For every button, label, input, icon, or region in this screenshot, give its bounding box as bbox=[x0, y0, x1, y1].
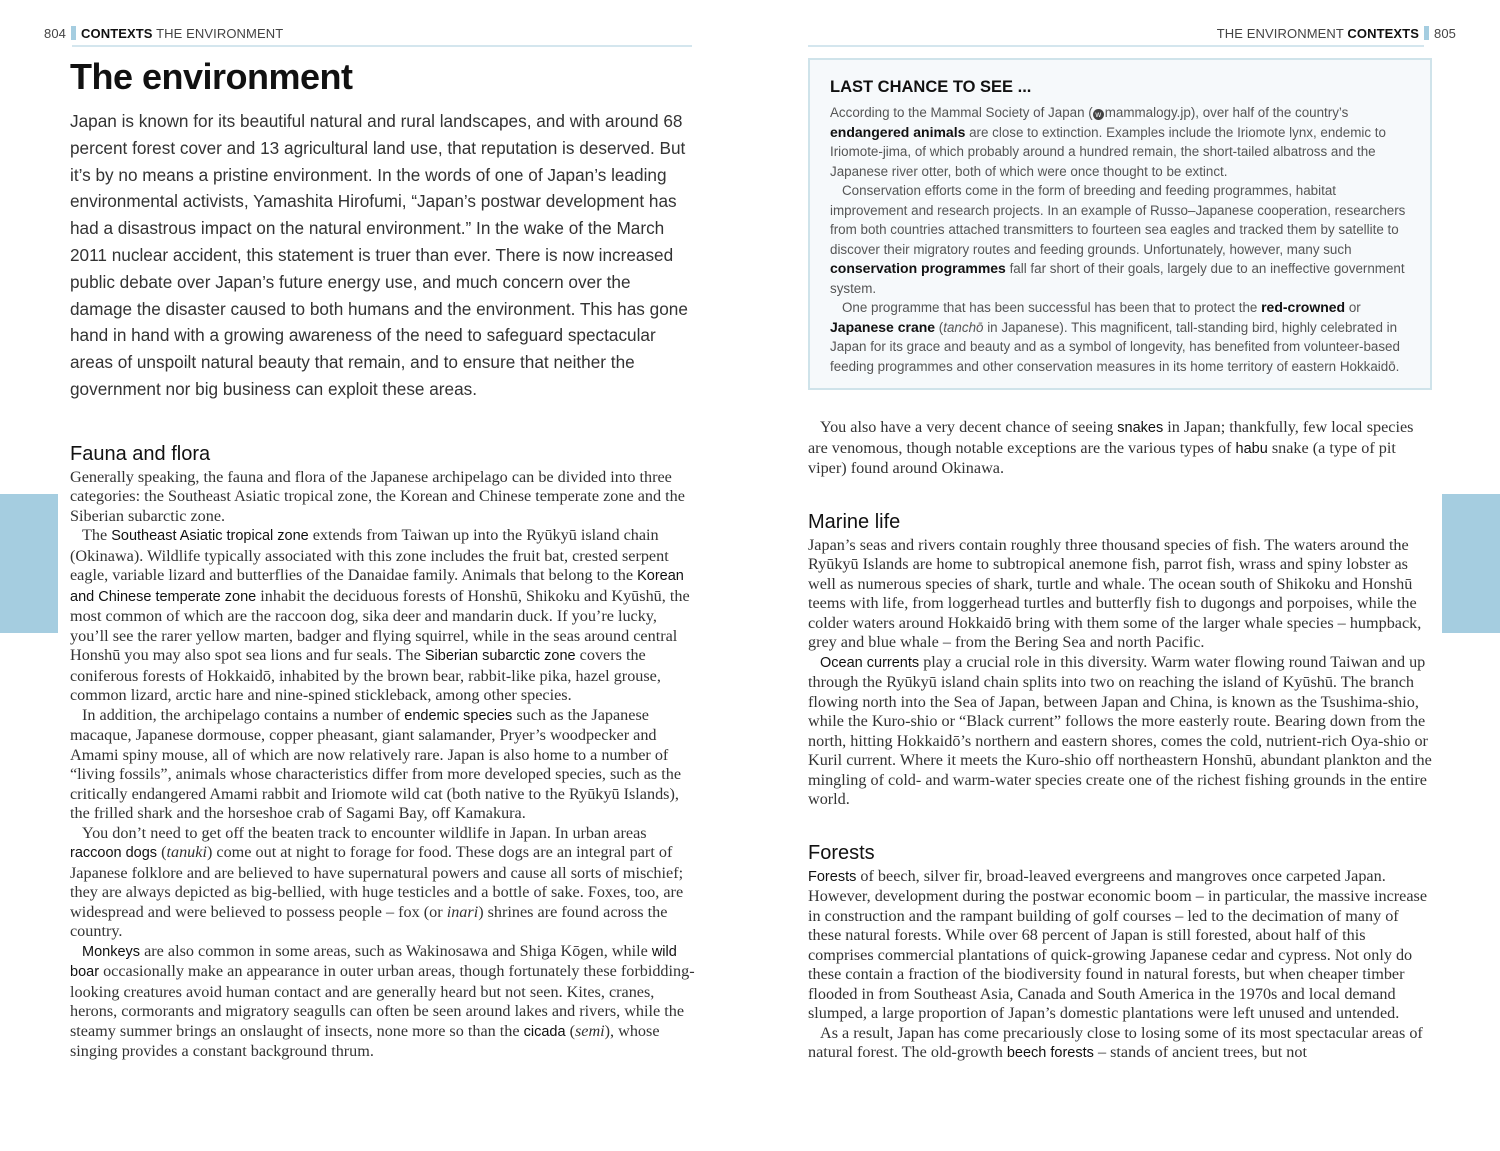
text-run: One programme that has been successful has been that to protect the bbox=[842, 300, 1262, 315]
paragraph bbox=[830, 103, 1410, 181]
thumb-tab-right bbox=[1442, 494, 1500, 633]
text-run: ) shrines are found across the country. bbox=[70, 902, 668, 941]
text-run: As a result, Japan has come precariously close to losing some of its most spectacular areas of natural forest. The old-growth bbox=[808, 1023, 1423, 1061]
running-head-chapter: THE ENVIRONMENT bbox=[156, 26, 284, 41]
running-head-chapter: THE ENVIRONMENT bbox=[1216, 26, 1344, 41]
keyword: conservation programmes bbox=[830, 260, 1006, 276]
text-run: Conservation efforts come in the form of breeding and feeding programmes, habitat improvement and research projects. In an example of Russo–Japanese cooperation, researchers from both countries attached transmitters to fourteen sea eagles and tracked them by satellite to discover their migratory routes and feeding grounds. Unfortunately, however, many such bbox=[830, 183, 1406, 257]
text-run: play a crucial role in this diversity. Warm water flowing round Taiwan and up through the Ryūkyū island chain splits into two on reaching the island of Kyūshū. The branch flowing north into the Sea of Japan, between Japan and China, is known as the Tsushima-shio, while the Kuro-shio or “Black current” follows the more easterly route. Bearing down from the north, hitting Hokkaidō’s northern and eastern shores, comes the cold, nutrient-rich Oya-shio or Kuril current. Where it meets the Kuro-shio off northeastern Honshū, abundant plankton and the mingling of cold- and warm-water species create one of the richest fishing grounds in the entire world. bbox=[808, 652, 1432, 808]
section-heading-marine: Marine life bbox=[808, 510, 901, 533]
snakes-body bbox=[808, 418, 1432, 479]
paragraph bbox=[70, 526, 695, 706]
keyword: habu bbox=[1235, 440, 1268, 457]
page-number-left: 804 bbox=[44, 26, 66, 41]
text-run: ( bbox=[565, 1021, 575, 1040]
paragraph bbox=[808, 1024, 1432, 1064]
page-number-right: 805 bbox=[1434, 26, 1456, 41]
italic-term: tanchō bbox=[943, 319, 984, 335]
text-run: ), over half of the country’s bbox=[1190, 105, 1349, 120]
keyword: snakes bbox=[1117, 420, 1164, 436]
text-run: of beech, silver fir, broad-leaved evergreens and mangroves once carpeted Japan. However, development during the postwar economic boom – in particular, the massive increase in construction and the rampant building of golf courses – led to the decimation of many of these natural forests. While over 68 percent of Japan is still forested, about half of this comprises commercial plantations of quick-growing Japanese cedar and cypress. Not only do these contain a fraction of the biodiversity found in natural forests, but when cheaper timber flooded in from Southeast Asia, Canada and South America in the 1970s and local demand slumped, a large proportion of Japan’s domestic plantations were left unused and untended. bbox=[808, 866, 1428, 1022]
right-page-column bbox=[808, 58, 1432, 1064]
paragraph: Japan’s seas and rivers contain roughly three thousand species of fish. The waters around the Ryūkyū Islands are home to subtropical anemone fish, parrot fish, wrass and spiny lobster as well as numerous species of shark, turtle and whale. The ocean south of Shikoku and Honshū teems with life, from loggerhead turtles and butterfly fish to dugongs and porpoises, while the colder waters around Hokkaidō bring with them some of the larger whale species – humpback, grey and blue whale – from the Bering Sea and north Pacific. bbox=[808, 535, 1422, 651]
paragraph bbox=[808, 867, 1432, 1024]
section-heading-fauna: Fauna and flora bbox=[70, 442, 211, 465]
text-run: You don’t need to get off the beaten track to encounter wildlife in Japan. In urban areas bbox=[82, 823, 647, 842]
text-run: ( bbox=[157, 843, 167, 862]
text-run: or bbox=[1345, 300, 1361, 315]
paragraph bbox=[70, 706, 695, 824]
keyword: Forests bbox=[808, 868, 857, 885]
running-head-right bbox=[1217, 26, 1456, 41]
text-run: According to the Mammal Society of Japan ( bbox=[830, 105, 1093, 120]
paragraph bbox=[70, 824, 695, 942]
text-run: in Japanese). This magnificent, tall-standing bird, highly celebrated in Japan for its grace and beauty and as a symbol of longevity, has benefited from volunteer-based feeding programmes and other conservation measures in its home territory of eastern Hokkaidō. bbox=[830, 319, 1400, 374]
keyword: endemic species bbox=[404, 707, 513, 724]
forests-body bbox=[808, 867, 1432, 1064]
keyword: endangered animals bbox=[830, 123, 966, 140]
intro-paragraph: Japan is known for its beautiful natural and rural landscapes, and with around 68 percent forest cover and 13 agricultural land use, that reputation is deserved. But it’s by no means a pristine environment. In the words of one of Japan’s leading environmental activists, Yamashita Hirofumi, “Japan’s postwar development has had a disastrous impact on the natural environment.” In the wake of the March 2011 nuclear accident, this statement is truer than ever. There is now increased public debate over Japan’s future energy use, and much concern over the damage the disaster caused to both humans and the environment. This has gone hand in hand with a growing awareness of the need to safeguard spectacular areas of unspoilt natural beauty that remain, and to ensure that neither the government nor big business can exploit these areas. bbox=[70, 111, 688, 399]
keyword: red-crowned bbox=[1261, 299, 1346, 315]
paragraph: Generally speaking, the fauna and flora of the Japanese archipelago can be divided into three categories: the Southeast Asiatic tropical zone, the Korean and Chinese temperate zone and the Siberian subarctic zone. bbox=[70, 467, 685, 525]
box-title: LAST CHANCE TO SEE ... bbox=[830, 78, 1032, 96]
fauna-body bbox=[70, 468, 695, 1062]
italic-term: tanuki bbox=[166, 843, 207, 862]
box-body bbox=[830, 103, 1410, 376]
keyword: raccoon dogs bbox=[70, 845, 158, 862]
text-run: in Japan; thankfully, few local species are venomous, though notable exceptions are the various types of bbox=[808, 418, 1414, 457]
running-head-bar bbox=[71, 26, 76, 40]
header-rule-right bbox=[808, 45, 1424, 47]
text-run: The bbox=[82, 526, 112, 545]
keyword: cicada bbox=[523, 1023, 566, 1040]
text-run: In addition, the archipelago contains a number of bbox=[82, 705, 405, 724]
paragraph bbox=[830, 298, 1410, 376]
text-run: are also common in some areas, such as Wakinosawa and Shiga Kōgen, while bbox=[140, 941, 652, 960]
web-icon: w bbox=[1093, 109, 1104, 120]
marine-body bbox=[808, 536, 1432, 810]
text-run: extends from Taiwan up into the Ryūkyū island chain (Okinawa). Wildlife typically associated with this zone includes the fruit bat, crested serpent eagle, variable lizard and butterflies of the Danaidae family. Animals that belong to the bbox=[70, 526, 669, 585]
text-run: covers the coniferous forests of Hokkaidō, inhabited by the brown bear, rabbit-like pika, hazel grouse, common lizard, arctic hare and nine-spined stickleback, among other species. bbox=[70, 646, 661, 705]
keyword: Monkeys bbox=[82, 943, 141, 960]
page-title: The environment bbox=[70, 56, 353, 97]
thumb-tab-left bbox=[0, 494, 58, 633]
paragraph bbox=[808, 418, 1432, 479]
keyword: Southeast Asiatic tropical zone bbox=[111, 528, 309, 545]
text-run: fall far short of their goals, largely due to an ineffective government system. bbox=[830, 261, 1405, 296]
text-run: You also have a very decent chance of seeing bbox=[820, 418, 1118, 436]
text-run: ) come out at night to forage for food. These dogs are an integral part of Japanese folklore and are believed to have supernatural powers and cause all sorts of mischief; they are always depicted as big-bellied, with huge testicles and a bottle of sake. Foxes, too, are widespread and were believed to possess people – fox (or bbox=[70, 843, 684, 921]
running-head-section: CONTEXTS bbox=[81, 26, 153, 41]
running-head-section: CONTEXTS bbox=[1347, 26, 1419, 41]
running-head-left bbox=[44, 26, 283, 41]
text-run: ), whose singing provides a constant background thrum. bbox=[70, 1021, 660, 1061]
paragraph bbox=[808, 653, 1432, 810]
paragraph bbox=[830, 181, 1410, 298]
italic-term: inari bbox=[446, 902, 479, 921]
keyword: beech forests bbox=[1006, 1045, 1094, 1061]
text-run: inhabit the deciduous forests of Honshū, Shikoku and Kyūshū, the most common of which are the raccoon dog, sika deer and mandarin duck. If you’re lucky, you’ll see the rarer yellow marten, badger and flying squirrel, while in the seas around central Honshū you may also spot sea lions and fur seals. The bbox=[70, 586, 690, 665]
text-run: snake (a type of pit viper) found around Okinawa. bbox=[808, 438, 1396, 477]
sidebar-box-last-chance bbox=[808, 58, 1432, 390]
keyword: Japanese crane bbox=[830, 318, 936, 335]
italic-term: semi bbox=[574, 1021, 605, 1040]
text-run: occasionally make an appearance in outer urban areas, though fortunately these forbidding-looking creatures avoid human contact and are generally heard but not seen. Kites, cranes, herons, cormorants and migratory seagulls can often be seen around lakes and rivers, while the steamy summer brings an onslaught of insects, none more so than the bbox=[70, 962, 695, 1040]
text-run: ( bbox=[935, 319, 944, 335]
keyword: Korean and Chinese temperate zone bbox=[70, 568, 684, 605]
text-run: – stands of ancient trees, but not bbox=[1093, 1043, 1307, 1061]
keyword: wild boar bbox=[70, 943, 677, 981]
running-head-bar bbox=[1424, 26, 1429, 40]
text-run: such as the Japanese macaque, Japanese dormouse, copper pheasant, giant salamander, Pryer’s woodpecker and Amami spiny mouse, all of which are now relatively rare. Japan is also home to a number of “living fossils”, animals whose characteristics differ from more developed species, such as the critically endangered Amami rabbit and Iriomote wild cat (both native to the Ryūkyū Islands), the frilled shark and the horseshoe crab of Sagami Bay, off Kamakura. bbox=[70, 705, 682, 823]
website-link[interactable]: mammalogy.jp bbox=[1104, 105, 1191, 120]
paragraph bbox=[70, 942, 695, 1062]
keyword: Ocean currents bbox=[820, 654, 920, 671]
text-run: are close to extinction. Examples include the Iriomote lynx, endemic to Iriomote-jima, of which probably around a hundred remain, the short-tailed albatross and the Japanese river otter, both of which were once thought to be extinct. bbox=[830, 124, 1386, 179]
keyword: Siberian subarctic zone bbox=[424, 648, 576, 665]
left-page-column bbox=[70, 56, 695, 1062]
header-rule-left bbox=[72, 45, 692, 47]
section-heading-forests: Forests bbox=[808, 841, 875, 864]
